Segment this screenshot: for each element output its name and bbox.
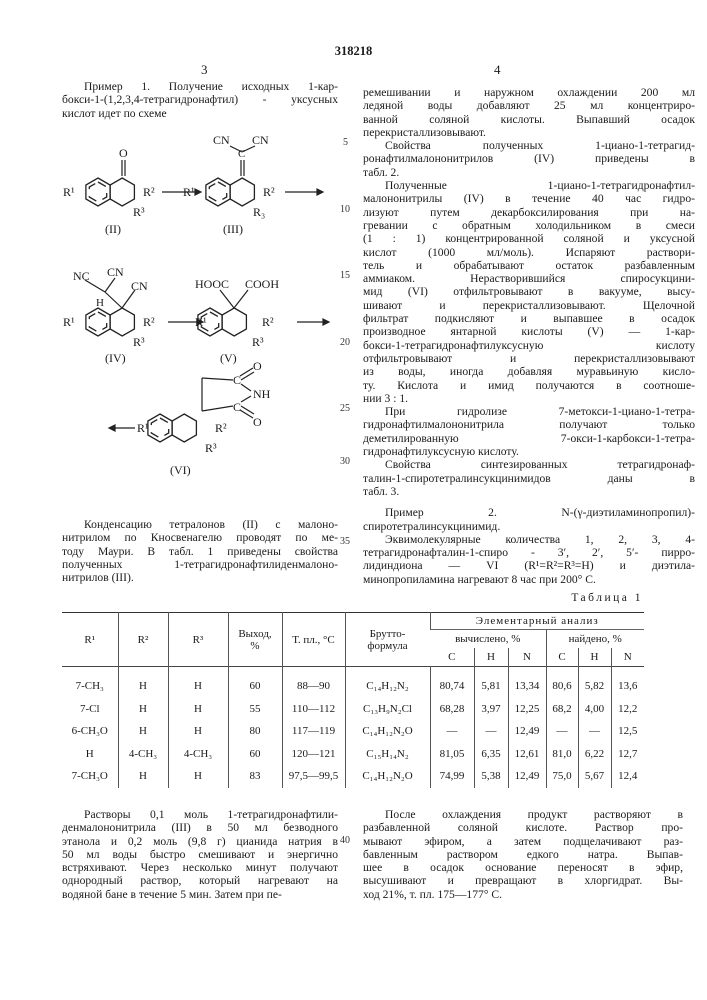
header-calc-h: H (474, 648, 508, 667)
cell-r1: 7-CH₃ (62, 667, 118, 698)
cell-yield: 60 (228, 667, 282, 698)
text-line: Свойства синтезированных тетрагидронаф- (363, 458, 695, 471)
cell-r1: 7-Cl (62, 698, 118, 721)
cell-yield: 83 (228, 765, 282, 788)
cell-r3: H (168, 720, 228, 743)
text-line: аммиаком. Нерастворившийся спиросукцини- (363, 272, 695, 285)
scheme-ii-label: (II) (105, 222, 121, 236)
cell-calc-n: 12,61 (508, 743, 546, 766)
cell-calc-c: 68,28 (430, 698, 474, 721)
text-line: производное янтарной кислоты (V) — 1-кар- (363, 325, 695, 338)
cell-r2: H (118, 667, 168, 698)
cell-formula: C₁₄H₁₂N₂ (345, 667, 430, 698)
text-line: деметилированную 7-окси-1-карбокси-1-тетра- (363, 432, 695, 445)
scheme-v-cooh: COOH (245, 277, 279, 291)
table-row (62, 765, 644, 788)
line-number: 40 (340, 835, 350, 846)
text-line: бокси-1-тетрагидронафтилуксусную кислоту (363, 339, 695, 352)
cell-formula: C₁₄H₁₂N₂O (345, 720, 430, 743)
cyclohexane-ring (110, 178, 134, 206)
cell-r3: H (168, 765, 228, 788)
bottom-left-text (62, 808, 338, 901)
header-r2: R² (118, 613, 168, 667)
scheme-iii-r3: R₃ (253, 205, 265, 219)
header-calculated: вычислено, % (430, 630, 546, 649)
cell-r2: H (118, 765, 168, 788)
cell-calc-h: 5,81 (474, 667, 508, 698)
header-formula: Брутто-формула (345, 613, 430, 667)
scheme-vi-r3: R³ (205, 441, 217, 455)
text-line: спиротетралинсукцинимид. (363, 520, 695, 533)
text-line: однородный раствор, который нагревают на (62, 874, 338, 887)
text-line: Полученные 1-циано-1-тетрагидронафтил- (363, 179, 695, 192)
cell-found-h: — (578, 720, 611, 743)
line-number: 5 (343, 137, 348, 148)
line-number: 35 (340, 536, 350, 547)
left-column-condensation (62, 518, 338, 584)
text-line: 50 мл воды быстро смешивают и энергично (62, 848, 338, 861)
text-line: разбавленной соляной кислоте. Раствор про- (363, 821, 683, 834)
aromatic-bond-marks (209, 182, 226, 202)
header-r1: R¹ (62, 613, 118, 667)
cell-r1: H (62, 743, 118, 766)
cyclohexane-ring (230, 178, 254, 206)
text-line: табл. 3. (363, 485, 695, 498)
table-row (62, 667, 644, 698)
text-line: встряхивают. Через несколько минут получают (62, 861, 338, 874)
text-line: минопропиламина нагревают 8 час при 200° C. (363, 573, 695, 586)
scheme-v-r1: R¹ (195, 315, 207, 329)
text-line: шивают и перекристаллизовывают. Щелочной (363, 299, 695, 312)
text-line: ход 21%, т. пл. 175—177° С. (363, 888, 683, 901)
cell-formula: C₁₃H₉N₂Cl (345, 698, 430, 721)
cell-found-n: 13,6 (611, 667, 644, 698)
line-number: 10 (340, 204, 350, 215)
scheme-iv-r1: R¹ (63, 315, 75, 329)
table-row (62, 698, 644, 721)
cell-calc-c: 80,74 (430, 667, 474, 698)
scheme-iii-cn2: CN (252, 133, 269, 147)
text-line: ту. Кислота и имид получаются в соотноше- (363, 379, 695, 392)
line-number: 25 (340, 403, 350, 414)
cell-formula: C₁₄H₁₂N₂O (345, 765, 430, 788)
cell-melting-point: 120—121 (282, 743, 345, 766)
cell-calc-h: 5,38 (474, 765, 508, 788)
cyclohexane-ring (110, 308, 134, 336)
text-line: При гидролизе 7-метокси-1-циано-1-тетра- (363, 405, 695, 418)
header-found-n: N (611, 648, 644, 667)
scheme-ii-r1: R¹ (63, 185, 75, 199)
text-line: малононитрилы (IV) в течение 40 час гидро- (363, 192, 695, 205)
text-line: этанола и 0,2 моль (9,8 г) цианида натрия в (62, 835, 338, 848)
text-line: бавленным раствором едкого натра. Выпав- (363, 848, 683, 861)
scheme-vi-r1: R¹ (137, 421, 149, 435)
scheme-iv-r2: R² (143, 315, 155, 329)
scheme-vi-c1: C (233, 373, 241, 387)
cell-found-c: 68,2 (546, 698, 578, 721)
cell-found-c: 80,6 (546, 667, 578, 698)
text-line: кислот идет по схеме (62, 107, 338, 120)
text-line: бокси-1-(1,2,3,4-тетрагидронафтил) - уксусных (62, 93, 338, 106)
scheme-iv-h: H (96, 297, 104, 309)
text-line: Эквимолекулярные количества 1, 2, 3, 4- (363, 533, 695, 546)
text-line: нитрилом по Кносвенагелю проводят по ме- (62, 531, 338, 544)
scheme-vi-o2: O (253, 415, 262, 429)
text-line: ледяной воды добавляют 25 мл концентриро- (363, 99, 695, 112)
text-line: тетрагидронафталин-1-спиро - 3′, 2′, 5′- пирро- (363, 546, 695, 559)
text-line: шее в осадок основание переносят в эфир, (363, 861, 683, 874)
scheme-iv-cn2: CN (131, 279, 148, 293)
text-line: Пример 2. N-(γ-диэтиламинопропил)- (363, 506, 695, 519)
scheme-iv-label: (IV) (105, 351, 126, 365)
text-line: Пример 1. Получение исходных 1-кар- (62, 80, 338, 93)
scheme-iii-cn1: CN (213, 133, 230, 147)
text-line: табл. 2. (363, 166, 695, 179)
scheme-vi-o1: O (253, 359, 262, 373)
cell-melting-point: 97,5—99,5 (282, 765, 345, 788)
cell-r2: H (118, 698, 168, 721)
table-1 (62, 612, 644, 788)
cell-formula: C₁₅H₁₄N₂ (345, 743, 430, 766)
cell-calc-n: 12,25 (508, 698, 546, 721)
cell-found-c: — (546, 720, 578, 743)
text-line: денмалононитрила (III) в 50 мл безводного (62, 821, 338, 834)
header-found-c: C (546, 648, 578, 667)
aromatic-bond-marks (89, 312, 106, 332)
cell-found-c: 81,0 (546, 743, 578, 766)
cell-melting-point: 88—90 (282, 667, 345, 698)
cell-found-h: 5,82 (578, 667, 611, 698)
scheme-iii-label: (III) (223, 222, 243, 236)
text-line: Свойства полученных 1-циано-1-тетрагид- (363, 139, 695, 152)
line-number: 15 (340, 270, 350, 281)
text-line: После охлаждения продукт растворяют в (363, 808, 683, 821)
header-melting-point: Т. пл., °С (282, 613, 345, 667)
scheme-ii-oxygen: O (119, 146, 128, 160)
text-line: лидиндиона — VI (R¹=R²=R³=H) и диэтила- (363, 559, 695, 572)
line-number: 30 (340, 456, 350, 467)
text-line: перекристаллизовывают. (363, 126, 695, 139)
scheme-iii-r1: R¹ (183, 185, 195, 199)
cell-calc-c: 74,99 (430, 765, 474, 788)
text-line: полученных 1-тетрагидронафтилиденмалоно- (62, 558, 338, 571)
cell-calc-h: 3,97 (474, 698, 508, 721)
header-r3: R³ (168, 613, 228, 667)
scheme-vi-label: (VI) (170, 463, 191, 477)
cell-yield: 60 (228, 743, 282, 766)
table-title: Таблица 1 (571, 592, 643, 604)
cell-found-c: 75,0 (546, 765, 578, 788)
cell-calc-n: 12,49 (508, 720, 546, 743)
text-line: гревании с обратным холодильником в смеси (363, 219, 695, 232)
text-line: кислот (1000 мл/моль). Испаряют раствори- (363, 246, 695, 259)
paragraph-gap (363, 498, 695, 506)
bottom-right-text (363, 808, 683, 901)
page-number-right: 4 (494, 62, 501, 78)
scheme-vi-c2: C (233, 400, 241, 414)
text-line: гидронафтилуксусную кислоту. (363, 445, 695, 458)
text-line: мид (VI) отфильтровывают в вакууме, высу- (363, 285, 695, 298)
scheme-v-label: (V) (220, 351, 237, 365)
header-yield: Выход, % (228, 613, 282, 667)
line-number: 20 (340, 337, 350, 348)
scheme-iv-r3: R³ (133, 335, 145, 349)
cell-r1: 7-CH₃O (62, 765, 118, 788)
text-line: ванной соляной кислоты. Выпавший осадок (363, 113, 695, 126)
header-calc-n: N (508, 648, 546, 667)
aromatic-bond-marks (89, 182, 106, 202)
scheme-iv-nc: NC (73, 269, 90, 283)
table-row (62, 720, 644, 743)
cell-r3: H (168, 667, 228, 698)
cell-found-h: 4,00 (578, 698, 611, 721)
cell-melting-point: 110—112 (282, 698, 345, 721)
patent-number: 318218 (0, 44, 707, 59)
cell-found-n: 12,2 (611, 698, 644, 721)
cell-r2: H (118, 720, 168, 743)
text-line: фильтрат подкисляют и выпавшее в осадок (363, 312, 695, 325)
cell-calc-h: 6,35 (474, 743, 508, 766)
header-elemental-analysis: Элементарный анализ (430, 613, 644, 630)
scheme-iii-r2: R² (263, 185, 275, 199)
cell-found-h: 5,67 (578, 765, 611, 788)
text-line: нии 3 : 1. (363, 392, 695, 405)
scheme-vi-nh: NH (253, 387, 271, 401)
scheme-iii-c: C (238, 148, 245, 160)
cell-r1: 6-CH₃O (62, 720, 118, 743)
aromatic-bond-marks (151, 418, 168, 438)
table-row (62, 743, 644, 766)
cell-calc-c: 81,05 (430, 743, 474, 766)
text-line: (1 : 1) концентрированной соляной и уксусной (363, 232, 695, 245)
header-calc-c: C (430, 648, 474, 667)
cell-r3: 4-CH₃ (168, 743, 228, 766)
cell-calc-c: — (430, 720, 474, 743)
text-line: Растворы 0,1 моль 1-тетрагидронафтили- (62, 808, 338, 821)
reaction-scheme (55, 130, 355, 490)
text-line: ремешивании и наружном охлаждении 200 мл (363, 86, 695, 99)
scheme-vi-r2: R² (215, 421, 227, 435)
right-column-text (363, 86, 695, 586)
scheme-v-r2: R² (262, 315, 274, 329)
text-line: нитрилов (III). (62, 571, 338, 584)
text-line: лизуют путем декарбоксилирования при на- (363, 206, 695, 219)
header-found: найдено, % (546, 630, 644, 649)
scheme-v-hooc: HOOC (195, 277, 229, 291)
scheme-ii-r2: R² (143, 185, 155, 199)
scheme-v-r3: R³ (252, 335, 264, 349)
cyclohexane-ring (222, 308, 246, 336)
cell-calc-n: 12,49 (508, 765, 546, 788)
text-line: Конденсацию тетралонов (II) с малоно- (62, 518, 338, 531)
cell-yield: 80 (228, 720, 282, 743)
cell-found-n: 12,7 (611, 743, 644, 766)
text-line: тоду Маури. В табл. 1 приведены свойства (62, 545, 338, 558)
scheme-ii-r3: R³ (133, 205, 145, 219)
cell-found-h: 6,22 (578, 743, 611, 766)
cell-found-n: 12,4 (611, 765, 644, 788)
text-line: водяной бане в течение 5 мин. Затем при пе- (62, 888, 338, 901)
text-line: из воды, иногда добавляя муравьиную кисло- (363, 365, 695, 378)
cell-calc-h: — (474, 720, 508, 743)
text-line: мывают эфиром, а затем подщелачивают раз- (363, 835, 683, 848)
text-line: высушивают и превращают в хлоргидрат. Вы- (363, 874, 683, 887)
scheme-iv-cn1: CN (107, 265, 124, 279)
cell-calc-n: 13,34 (508, 667, 546, 698)
cell-r2: 4-CH₃ (118, 743, 168, 766)
text-line: ронафтилмалононитрилов (IV) приведены в (363, 152, 695, 165)
cell-r3: H (168, 698, 228, 721)
text-line: гидронафтилмалононитрила получают только (363, 418, 695, 431)
cell-yield: 55 (228, 698, 282, 721)
header-found-h: H (578, 648, 611, 667)
text-line: талин-1-спиротетралинсукцинимидов даны в (363, 472, 695, 485)
left-column-intro (62, 80, 338, 120)
text-line: отфильтровывают и перекристаллизовывают (363, 352, 695, 365)
text-line: тель и обрабатывают остаток разбавленным (363, 259, 695, 272)
cell-melting-point: 117—119 (282, 720, 345, 743)
cyclohexane-ring (172, 414, 196, 442)
cell-found-n: 12,5 (611, 720, 644, 743)
page-number-left: 3 (201, 62, 208, 78)
